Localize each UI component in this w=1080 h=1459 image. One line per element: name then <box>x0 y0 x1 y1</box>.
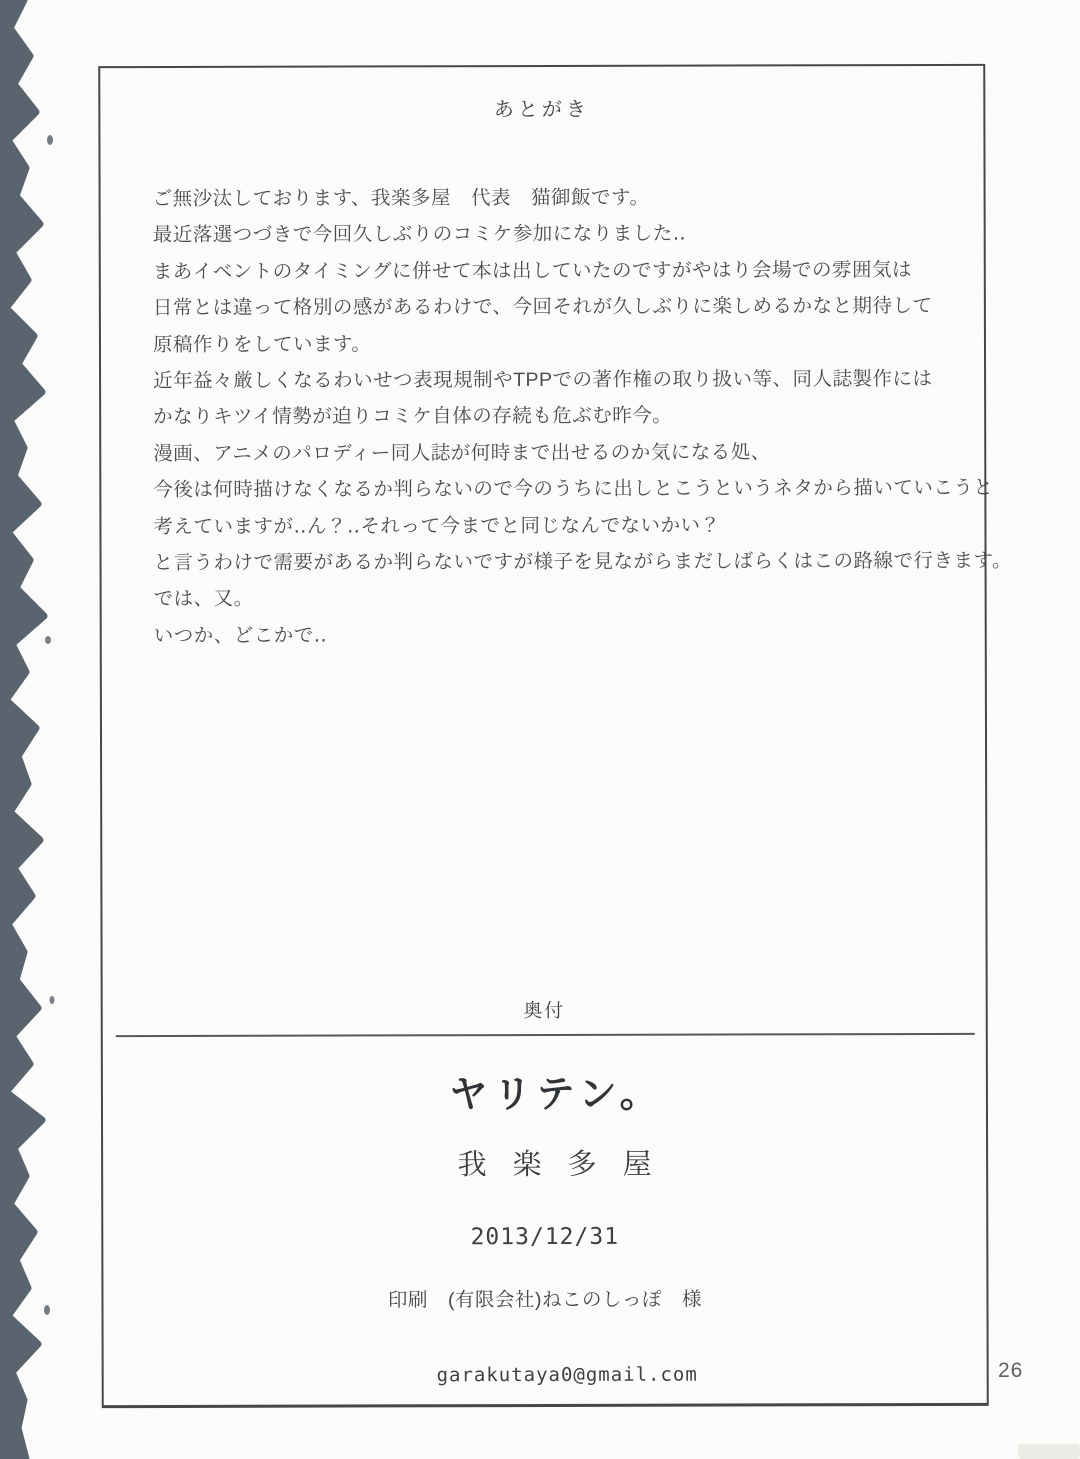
publication-date: 2013/12/31 <box>470 1223 620 1251</box>
circle-name: 我楽多屋 <box>457 1148 678 1182</box>
afterword-line: 原稿作りをしています。 <box>152 333 372 356</box>
afterword-line: 日常とは違って格別の感があるわけで、今回それが久しぶりに楽しめるかなと期待して <box>152 295 933 320</box>
afterword-line: と言うわけで需要があるか判らないですが様子を見ながらまだしばらくはこの路線で行きます。 <box>153 549 1013 574</box>
scan-shadow-artifact <box>1018 1444 1080 1459</box>
afterword-line: ご無沙汰しております、我楽多屋 代表 猫御飯です。 <box>152 186 650 211</box>
printer-credit: 印刷 (有限会社)ねこのしっぽ 様 <box>387 1288 703 1312</box>
afterword-body <box>152 179 1013 654</box>
colophon-divider <box>116 1033 975 1037</box>
afterword-line: かなりキツイ情勢が迫りコミケ自体の存続も危ぶむ昨今。 <box>153 405 673 429</box>
page-number: 26 <box>998 1359 1024 1382</box>
afterword-title: あとがき <box>493 98 590 122</box>
colophon-label: 奥付 <box>523 1000 566 1023</box>
afterword-line: まあイベントのタイミングに併せて本は出していたのですがやはり会場での雰囲気は <box>152 258 913 283</box>
torn-paper-edge-decoration <box>0 0 62 1459</box>
afterword-line: 考えていますが‥ん？‥それって今までと同じなんでないかい？ <box>153 514 721 538</box>
afterword-line: 近年益々厳しくなるわいせつ表現規制やTPPでの著作権の取り扱い等、同人誌製作には <box>153 367 933 392</box>
book-title: ヤリテン。 <box>449 1073 664 1117</box>
afterword-line: 今後は何時描けなくなるか判らないので今のうちに出しとこうというネタから描いていこうと <box>153 476 994 502</box>
contact-email: garakutaya0@gmail.com <box>436 1363 698 1387</box>
afterword-line: 漫画、アニメのパロディー同人誌が何時まで出せるのか気になる処、 <box>153 441 771 465</box>
afterword-line: いつか、どこかで‥ <box>153 624 328 647</box>
afterword-line: では、又。 <box>153 588 254 611</box>
afterword-line: 最近落選つづきで今回久しぶりのコミケ参加になりました‥ <box>152 223 687 247</box>
